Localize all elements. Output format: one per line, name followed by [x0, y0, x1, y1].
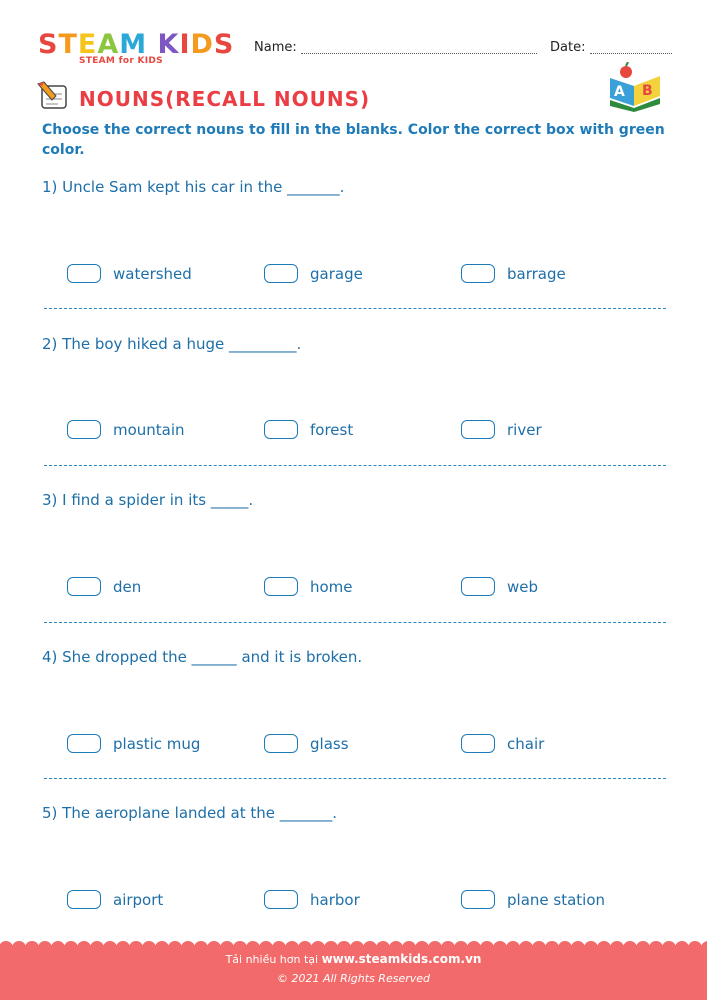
logo-letter: K	[157, 29, 180, 60]
answer-box[interactable]	[67, 577, 101, 596]
option-label: den	[113, 578, 142, 596]
answer-box[interactable]	[264, 577, 298, 596]
option-label: web	[507, 578, 539, 596]
option-label: garage	[310, 265, 363, 283]
logo-letter: M	[119, 29, 148, 60]
option-label: chair	[507, 735, 545, 753]
option-label: airport	[113, 891, 164, 909]
divider	[44, 622, 666, 623]
question-3: 3) I find a spider in its _____.	[42, 491, 254, 509]
footer-site-link[interactable]: www.steamkids.com.vn	[321, 952, 482, 966]
worksheet-title: NOUNS(RECALL NOUNS)	[79, 87, 371, 111]
answer-box[interactable]	[67, 890, 101, 909]
logo-letter: D	[190, 29, 214, 60]
option-label: harbor	[310, 891, 360, 909]
date-line	[590, 53, 672, 54]
svg-text:B: B	[642, 83, 653, 99]
answer-box[interactable]	[67, 734, 101, 753]
option-label: barrage	[507, 265, 566, 283]
logo-letter: I	[179, 29, 191, 60]
answer-box[interactable]	[264, 264, 298, 283]
option-label: plane station	[507, 891, 606, 909]
footer-copyright: © 2021 All Rights Reserved	[276, 972, 430, 985]
answer-box[interactable]	[461, 734, 495, 753]
answer-box[interactable]	[461, 264, 495, 283]
answer-box[interactable]	[461, 420, 495, 439]
divider	[44, 465, 666, 466]
logo-letter: A	[97, 29, 120, 60]
name-label: Name:	[254, 40, 297, 55]
answer-box[interactable]	[264, 734, 298, 753]
divider	[44, 308, 666, 309]
question-1: 1) Uncle Sam kept his car in the _______.	[42, 178, 345, 196]
answer-box[interactable]	[264, 420, 298, 439]
logo-tagline: STEAM for KIDS	[79, 56, 163, 66]
option-label: glass	[310, 735, 349, 753]
answer-box[interactable]	[461, 890, 495, 909]
date-label: Date:	[550, 40, 586, 55]
answer-box[interactable]	[264, 890, 298, 909]
footer-download-line	[0, 952, 707, 966]
option-label: home	[310, 578, 353, 596]
question-4: 4) She dropped the ______ and it is broken.	[42, 648, 363, 666]
logo-letter: E	[77, 29, 98, 60]
option-label: river	[507, 421, 542, 439]
instructions: Choose the correct nouns to fill in the blanks. Color the correct box with green color.	[42, 122, 665, 158]
pencil-paper-icon	[36, 80, 70, 112]
question-5: 5) The aeroplane landed at the _______.	[42, 804, 338, 822]
logo-letter: S	[213, 29, 235, 60]
option-label: watershed	[113, 265, 192, 283]
divider	[44, 778, 666, 779]
svg-text:A: A	[614, 84, 625, 100]
footer-prefix: Tải nhiều hơn tại	[225, 953, 322, 966]
name-line	[301, 53, 537, 54]
question-2: 2) The boy hiked a huge _________.	[42, 335, 302, 353]
answer-box[interactable]	[67, 264, 101, 283]
logo-letter: S	[38, 29, 59, 60]
option-label: plastic mug	[113, 735, 201, 753]
abc-book-icon	[604, 62, 664, 112]
option-label: mountain	[113, 421, 185, 439]
answer-box[interactable]	[67, 420, 101, 439]
option-label: forest	[310, 421, 354, 439]
logo-letter: T	[58, 29, 78, 60]
answer-box[interactable]	[461, 577, 495, 596]
